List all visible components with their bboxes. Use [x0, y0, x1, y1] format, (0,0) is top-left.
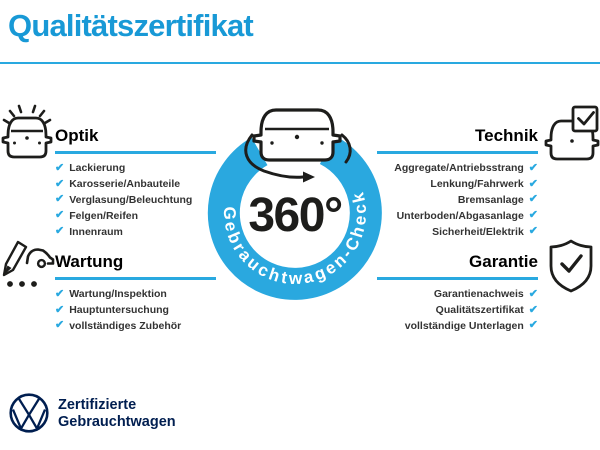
section-divider: [377, 277, 538, 280]
list-item: [55, 318, 216, 334]
check-icon: ✔: [528, 225, 538, 238]
list-item: [377, 224, 538, 240]
checklist: [377, 287, 538, 334]
item-label: Karosserie/Anbauteile: [69, 178, 181, 191]
check-icon: ✔: [55, 303, 65, 316]
list-item: [55, 302, 216, 318]
item-label: Lenkung/Fahrwerk: [430, 178, 524, 191]
item-label: Hauptuntersuchung: [69, 304, 169, 317]
360-check-badge: [185, 95, 405, 315]
item-label: vollständige Unterlagen: [404, 319, 524, 332]
list-item: [377, 176, 538, 192]
car-shine-icon: [0, 102, 54, 162]
list-item: [377, 318, 538, 334]
vw-logo: [8, 392, 50, 434]
check-icon: ✔: [55, 209, 65, 222]
section-title: Optik: [55, 126, 99, 145]
item-label: Bremsanlage: [457, 193, 524, 206]
item-label: Verglasung/Beleuchtung: [69, 193, 193, 206]
check-icon: ✔: [55, 193, 65, 206]
degree-label: 360°: [248, 189, 342, 242]
section-divider: [55, 151, 216, 154]
item-label: Aggregate/Antriebsstrang: [394, 162, 524, 175]
list-item: [377, 161, 538, 177]
section-optik: [55, 126, 216, 239]
item-label: vollständiges Zubehör: [69, 319, 182, 332]
section-wartung: [55, 252, 216, 334]
brand-line1: Zertifizierte: [58, 397, 137, 413]
car-checkbox-icon: [542, 102, 600, 164]
section-technik: [377, 126, 538, 239]
section-title: Technik: [475, 126, 538, 145]
check-icon: ✔: [528, 303, 538, 316]
list-item: [377, 208, 538, 224]
list-item: [55, 161, 216, 177]
check-icon: ✔: [528, 193, 538, 206]
brand-text: [58, 397, 176, 431]
item-label: Sicherheit/Elektrik: [432, 225, 524, 238]
list-item: [377, 302, 538, 318]
page-title: Qualitätszertifikat: [8, 8, 253, 43]
check-icon: ✔: [528, 177, 538, 190]
checklist: [55, 161, 216, 240]
checklist: [55, 287, 216, 334]
pencil-car-checklist-icon: [0, 236, 56, 292]
item-label: Unterboden/Abgasanlage: [396, 209, 524, 222]
check-icon: ✔: [528, 161, 538, 174]
section-divider: [55, 277, 216, 280]
check-icon: ✔: [528, 319, 538, 332]
section-garantie: [377, 252, 538, 334]
check-icon: ✔: [55, 177, 65, 190]
list-item: [55, 208, 216, 224]
shield-check-icon: [545, 236, 597, 294]
item-label: Innenraum: [69, 225, 123, 238]
item-label: Garantienachweis: [433, 288, 524, 301]
section-title: Wartung: [55, 252, 124, 271]
check-icon: ✔: [55, 161, 65, 174]
ring-curved-label: Gebrauchtwagen-Check: [220, 190, 371, 288]
item-label: Wartung/Inspektion: [69, 288, 167, 301]
list-item: [55, 224, 216, 240]
list-item: [55, 176, 216, 192]
section-title: Garantie: [469, 252, 538, 271]
list-item: [55, 192, 216, 208]
check-icon: ✔: [55, 287, 65, 300]
list-item: [377, 192, 538, 208]
item-label: Lackierung: [69, 162, 126, 175]
check-icon: ✔: [528, 287, 538, 300]
check-icon: ✔: [55, 225, 65, 238]
section-divider: [377, 151, 538, 154]
header-divider: [0, 62, 600, 64]
check-icon: ✔: [55, 319, 65, 332]
item-label: Felgen/Reifen: [69, 209, 139, 222]
check-icon: ✔: [528, 209, 538, 222]
list-item: [55, 287, 216, 303]
brand-line2: Gebrauchtwagen: [58, 414, 176, 430]
list-item: [377, 287, 538, 303]
item-label: Qualitätszertifikat: [435, 304, 524, 317]
checklist: [377, 161, 538, 240]
